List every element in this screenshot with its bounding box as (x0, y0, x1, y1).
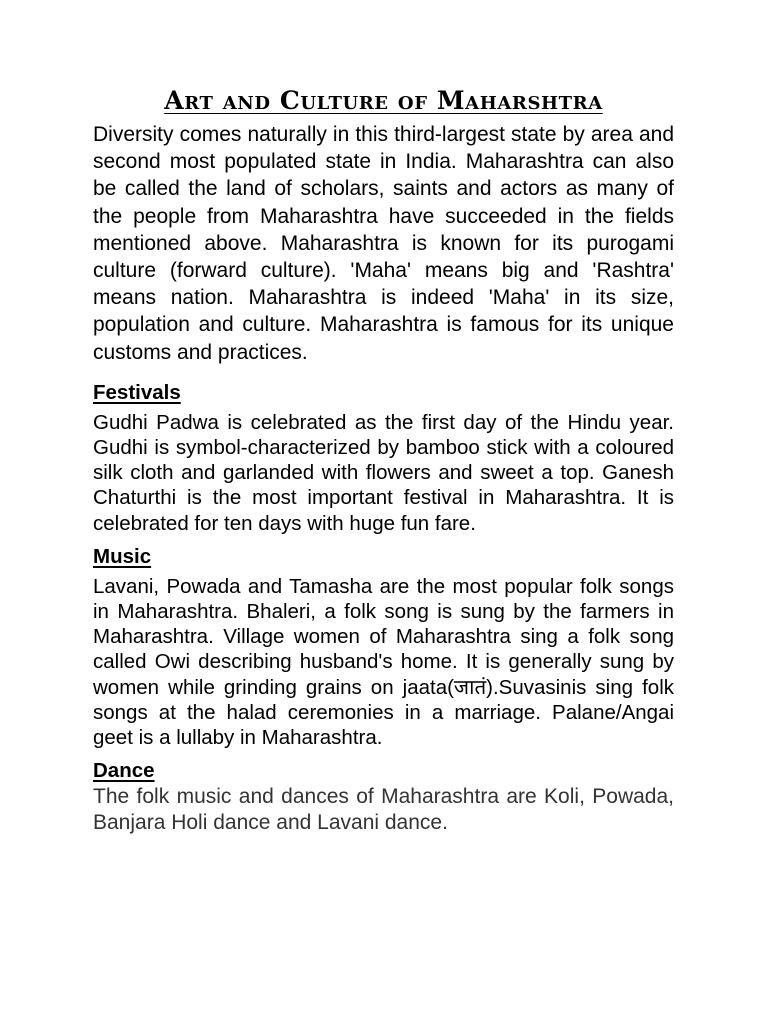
music-paragraph: Lavani, Powada and Tamasha are the most popular folk songs in Maharashtra. Bhaleri, a folk song is sung by the farmers in Maharashtra. Village women of Maharashtra sing a folk song called Owi describing husband's home. It is generally sung by women while grinding grains on jaata(जातं).Suvasinis sing folk songs at the halad ceremonies in a marriage. Palane/Angai geet is a lullaby in Maharashtra. (93, 574, 674, 750)
intro-paragraph: Diversity comes naturally in this third-largest state by area and second most populated state in India. Maharashtra can also be called the land of scholars, saints and actors as many of the people from Maharashtra have succeeded in the fields mentioned above. Maharashtra is known for its purogami culture (forward culture). 'Maha' means big and 'Rashtra' means nation. Maharashtra is indeed 'Maha' in its size, population and culture. Maharashtra is famous for its unique customs and practices. (93, 123, 674, 364)
dance-paragraph: The folk music and dances of Maharashtra are Koli, Powada, Banjara Holi dance and Lavani dance. (93, 785, 674, 835)
music-heading: Music (93, 544, 152, 568)
document-title: Art and Culture of Maharshtra (164, 86, 603, 115)
dance-heading: Dance (93, 759, 155, 783)
festivals-paragraph: Gudhi Padwa is celebrated as the first day of the Hindu year. Gudhi is symbol-characterized by bamboo stick with a coloured silk cloth and garlanded with flowers and sweet a top. Ganesh Chaturthi is the most important festival in Maharashtra. It is celebrated for ten days with huge fun fare. (93, 410, 674, 535)
document-page (93, 86, 674, 836)
festivals-heading: Festivals (93, 380, 181, 404)
